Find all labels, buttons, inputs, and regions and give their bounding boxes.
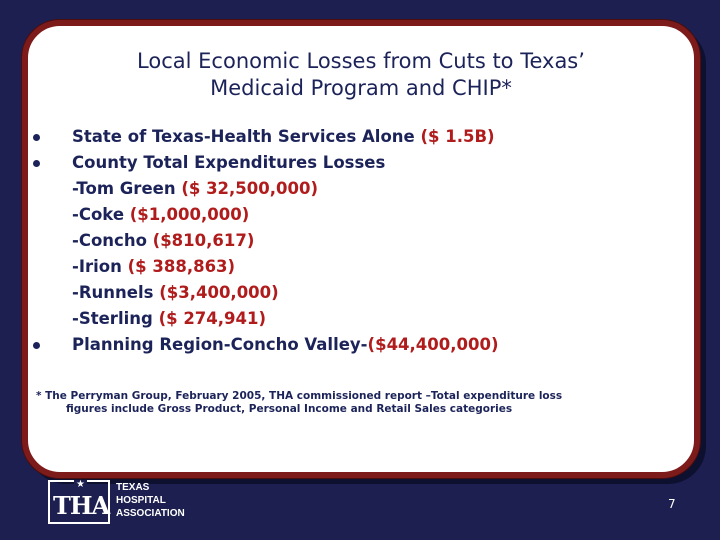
list-item [28, 202, 694, 228]
item-value: ($ 1.5B) [420, 127, 495, 146]
slide-panel [22, 20, 700, 478]
list-item [28, 124, 694, 150]
item-value: ($810,617) [152, 231, 255, 250]
list-item [28, 228, 694, 254]
slide-title-line-1: Local Economic Losses from Cuts to Texas’ [137, 49, 585, 73]
page-number: 7 [668, 497, 676, 511]
bullet-icon [33, 134, 40, 141]
tha-logo [48, 478, 188, 526]
item-label: -Coke [72, 205, 130, 224]
item-value: ($ 274,941) [158, 309, 267, 328]
item-label: -Irion [72, 257, 128, 276]
logo-text-line-2: HOSPITAL [116, 495, 166, 506]
item-label: -Concho [72, 231, 153, 250]
footnote [36, 390, 676, 416]
logo-text-line-1: TEXAS [116, 482, 150, 493]
list-item [28, 176, 694, 202]
logo-emblem [48, 480, 110, 524]
list-item [28, 332, 694, 358]
slide-title-line-2: Medicaid Program and CHIP* [210, 76, 512, 100]
footnote-line-1: * The Perryman Group, February 2005, THA commissioned report –Total expenditure loss [36, 390, 563, 402]
bullet-list [28, 124, 694, 358]
item-label: State of Texas-Health Services Alone [72, 127, 421, 146]
list-item [28, 280, 694, 306]
bullet-icon [33, 342, 40, 349]
item-label: -Runnels [72, 283, 160, 302]
logo-mark: THA [53, 491, 110, 520]
item-value: ($1,000,000) [129, 205, 250, 224]
item-label: Planning Region-Concho Valley- [72, 335, 368, 354]
item-value: ($3,400,000) [159, 283, 279, 302]
item-value: ($ 32,500,000) [181, 179, 319, 198]
list-item [28, 254, 694, 280]
item-label: County Total Expenditures Losses [72, 153, 386, 172]
item-label: -Sterling [72, 309, 159, 328]
item-value: ($ 388,863) [127, 257, 236, 276]
logo-wordmark [116, 481, 185, 520]
footnote-line-2: figures include Gross Product, Personal Income and Retail Sales categories [66, 403, 513, 415]
item-value: ($44,400,000) [367, 335, 499, 354]
logo-text-line-3: ASSOCIATION [116, 508, 185, 519]
star-icon: ★ [76, 479, 85, 490]
list-item [28, 150, 694, 176]
bullet-icon [33, 160, 40, 167]
item-label: -Tom Green [72, 179, 182, 198]
list-item [28, 306, 694, 332]
slide-title [28, 48, 694, 102]
